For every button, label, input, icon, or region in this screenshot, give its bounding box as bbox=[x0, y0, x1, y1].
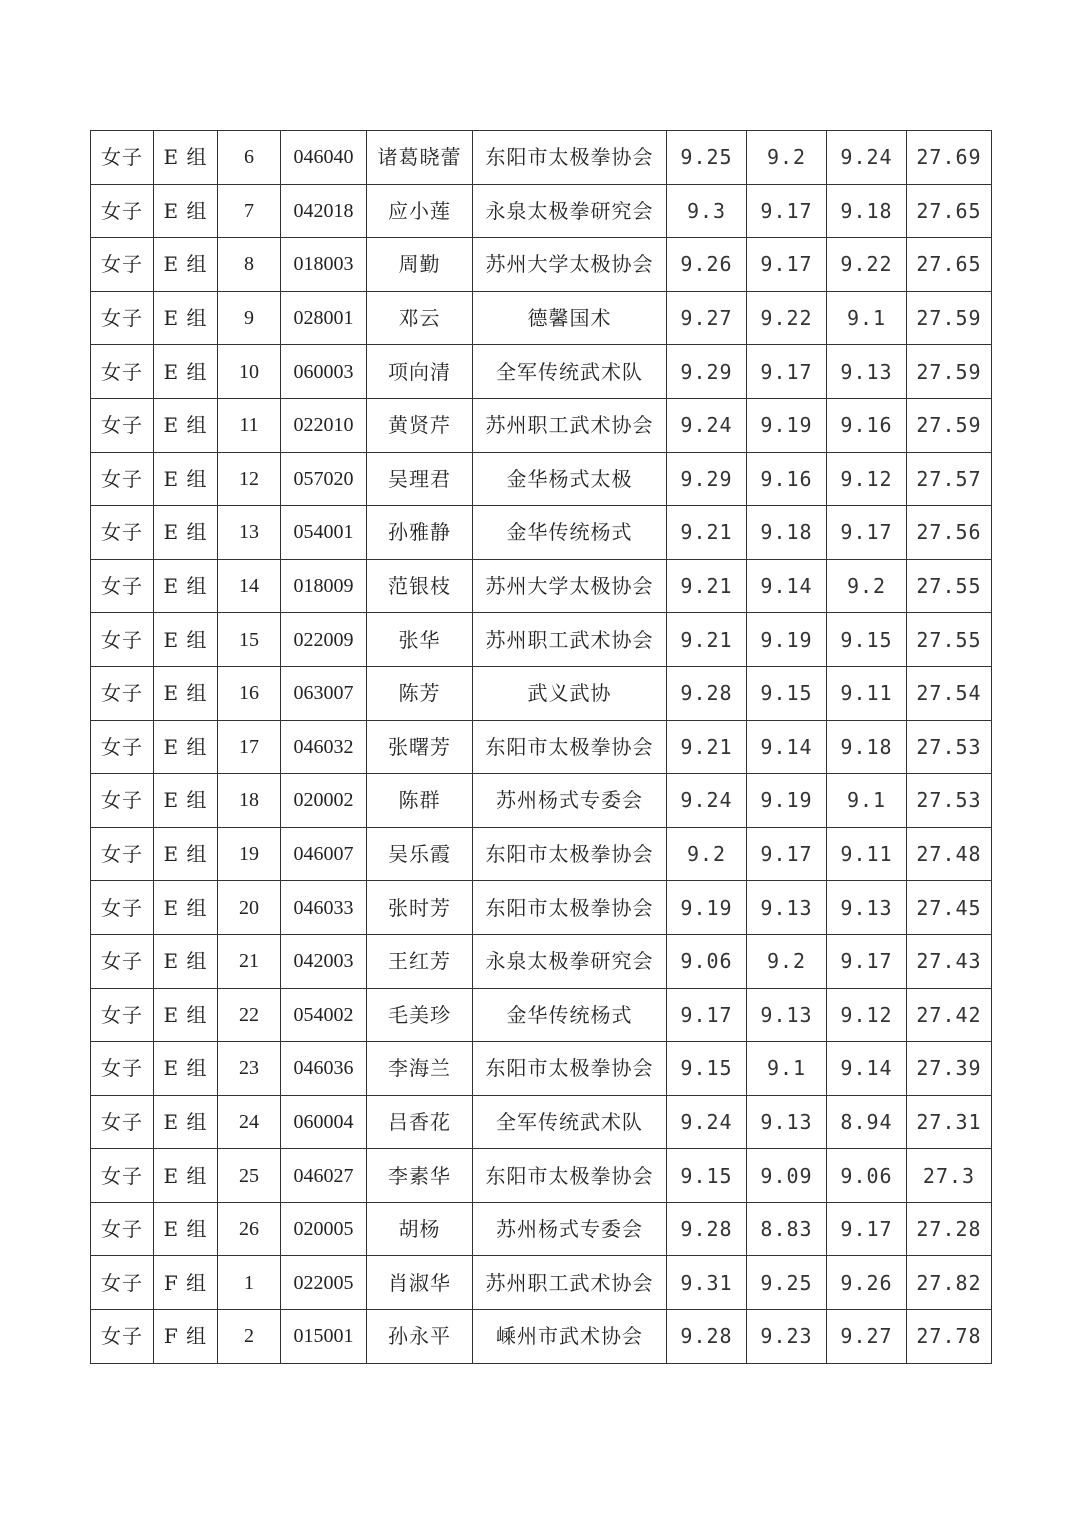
bib-number-cell: 022009 bbox=[281, 613, 367, 667]
gender-cell: 女子 bbox=[91, 345, 154, 399]
judge-score-3-cell: 9.2 bbox=[827, 559, 907, 613]
athlete-name-cell: 吕香花 bbox=[367, 1095, 473, 1149]
total-score-cell: 27.78 bbox=[907, 1310, 992, 1364]
total-score-cell: 27.59 bbox=[907, 291, 992, 345]
rank-cell: 14 bbox=[218, 559, 281, 613]
group-cell: E 组 bbox=[154, 934, 218, 988]
total-score-cell: 27.53 bbox=[907, 720, 992, 774]
table-row bbox=[91, 291, 992, 345]
athlete-name-cell: 李素华 bbox=[367, 1149, 473, 1203]
judge-score-3-cell: 9.06 bbox=[827, 1149, 907, 1203]
judge-score-1-cell: 9.17 bbox=[667, 988, 747, 1042]
judge-score-3-cell: 9.17 bbox=[827, 934, 907, 988]
table-row bbox=[91, 774, 992, 828]
judge-score-1-cell: 9.21 bbox=[667, 506, 747, 560]
table-row bbox=[91, 184, 992, 238]
bib-number-cell: 054001 bbox=[281, 506, 367, 560]
judge-score-2-cell: 9.1 bbox=[747, 1042, 827, 1096]
rank-cell: 7 bbox=[218, 184, 281, 238]
team-cell: 东阳市太极拳协会 bbox=[473, 720, 667, 774]
judge-score-1-cell: 9.24 bbox=[667, 774, 747, 828]
judge-score-3-cell: 9.12 bbox=[827, 452, 907, 506]
table-row bbox=[91, 1095, 992, 1149]
judge-score-2-cell: 9.22 bbox=[747, 291, 827, 345]
athlete-name-cell: 陈群 bbox=[367, 774, 473, 828]
judge-score-3-cell: 9.13 bbox=[827, 345, 907, 399]
judge-score-1-cell: 9.21 bbox=[667, 559, 747, 613]
bib-number-cell: 015001 bbox=[281, 1310, 367, 1364]
total-score-cell: 27.57 bbox=[907, 452, 992, 506]
team-cell: 苏州职工武术协会 bbox=[473, 398, 667, 452]
gender-cell: 女子 bbox=[91, 934, 154, 988]
judge-score-3-cell: 9.16 bbox=[827, 398, 907, 452]
bib-number-cell: 060003 bbox=[281, 345, 367, 399]
athlete-name-cell: 邓云 bbox=[367, 291, 473, 345]
team-cell: 武义武协 bbox=[473, 666, 667, 720]
bib-number-cell: 057020 bbox=[281, 452, 367, 506]
judge-score-1-cell: 9.27 bbox=[667, 291, 747, 345]
total-score-cell: 27.65 bbox=[907, 184, 992, 238]
bib-number-cell: 018009 bbox=[281, 559, 367, 613]
group-cell: E 组 bbox=[154, 613, 218, 667]
total-score-cell: 27.31 bbox=[907, 1095, 992, 1149]
group-cell: E 组 bbox=[154, 184, 218, 238]
athlete-name-cell: 周勤 bbox=[367, 238, 473, 292]
table-row bbox=[91, 345, 992, 399]
team-cell: 全军传统武术队 bbox=[473, 345, 667, 399]
gender-cell: 女子 bbox=[91, 184, 154, 238]
group-cell: E 组 bbox=[154, 827, 218, 881]
group-cell: E 组 bbox=[154, 881, 218, 935]
athlete-name-cell: 陈芳 bbox=[367, 666, 473, 720]
table-row bbox=[91, 666, 992, 720]
judge-score-1-cell: 9.31 bbox=[667, 1256, 747, 1310]
judge-score-3-cell: 9.24 bbox=[827, 131, 907, 185]
team-cell: 东阳市太极拳协会 bbox=[473, 1149, 667, 1203]
athlete-name-cell: 王红芳 bbox=[367, 934, 473, 988]
group-cell: E 组 bbox=[154, 559, 218, 613]
rank-cell: 15 bbox=[218, 613, 281, 667]
rank-cell: 19 bbox=[218, 827, 281, 881]
team-cell: 苏州大学太极协会 bbox=[473, 238, 667, 292]
rank-cell: 8 bbox=[218, 238, 281, 292]
bib-number-cell: 028001 bbox=[281, 291, 367, 345]
total-score-cell: 27.42 bbox=[907, 988, 992, 1042]
judge-score-3-cell: 9.14 bbox=[827, 1042, 907, 1096]
rank-cell: 18 bbox=[218, 774, 281, 828]
judge-score-1-cell: 9.3 bbox=[667, 184, 747, 238]
judge-score-1-cell: 9.29 bbox=[667, 452, 747, 506]
judge-score-3-cell: 8.94 bbox=[827, 1095, 907, 1149]
gender-cell: 女子 bbox=[91, 613, 154, 667]
gender-cell: 女子 bbox=[91, 398, 154, 452]
group-cell: E 组 bbox=[154, 1202, 218, 1256]
judge-score-1-cell: 9.28 bbox=[667, 1202, 747, 1256]
judge-score-3-cell: 9.1 bbox=[827, 774, 907, 828]
judge-score-3-cell: 9.12 bbox=[827, 988, 907, 1042]
team-cell: 永泉太极拳研究会 bbox=[473, 934, 667, 988]
total-score-cell: 27.69 bbox=[907, 131, 992, 185]
group-cell: F 组 bbox=[154, 1256, 218, 1310]
judge-score-1-cell: 9.2 bbox=[667, 827, 747, 881]
total-score-cell: 27.3 bbox=[907, 1149, 992, 1203]
group-cell: E 组 bbox=[154, 452, 218, 506]
gender-cell: 女子 bbox=[91, 1149, 154, 1203]
bib-number-cell: 054002 bbox=[281, 988, 367, 1042]
group-cell: E 组 bbox=[154, 666, 218, 720]
rank-cell: 17 bbox=[218, 720, 281, 774]
gender-cell: 女子 bbox=[91, 1095, 154, 1149]
table-row bbox=[91, 1256, 992, 1310]
athlete-name-cell: 毛美珍 bbox=[367, 988, 473, 1042]
bib-number-cell: 042003 bbox=[281, 934, 367, 988]
athlete-name-cell: 应小莲 bbox=[367, 184, 473, 238]
rank-cell: 6 bbox=[218, 131, 281, 185]
total-score-cell: 27.43 bbox=[907, 934, 992, 988]
bib-number-cell: 060004 bbox=[281, 1095, 367, 1149]
athlete-name-cell: 张曙芳 bbox=[367, 720, 473, 774]
table-row bbox=[91, 613, 992, 667]
table-row bbox=[91, 1202, 992, 1256]
total-score-cell: 27.65 bbox=[907, 238, 992, 292]
group-cell: E 组 bbox=[154, 988, 218, 1042]
judge-score-1-cell: 9.25 bbox=[667, 131, 747, 185]
rank-cell: 22 bbox=[218, 988, 281, 1042]
gender-cell: 女子 bbox=[91, 827, 154, 881]
judge-score-3-cell: 9.27 bbox=[827, 1310, 907, 1364]
judge-score-3-cell: 9.13 bbox=[827, 881, 907, 935]
team-cell: 苏州杨式专委会 bbox=[473, 1202, 667, 1256]
gender-cell: 女子 bbox=[91, 291, 154, 345]
bib-number-cell: 046007 bbox=[281, 827, 367, 881]
athlete-name-cell: 胡杨 bbox=[367, 1202, 473, 1256]
athlete-name-cell: 黄贤芹 bbox=[367, 398, 473, 452]
judge-score-1-cell: 9.24 bbox=[667, 398, 747, 452]
group-cell: E 组 bbox=[154, 720, 218, 774]
rank-cell: 23 bbox=[218, 1042, 281, 1096]
table-row bbox=[91, 827, 992, 881]
athlete-name-cell: 诸葛晓蕾 bbox=[367, 131, 473, 185]
team-cell: 金华传统杨式 bbox=[473, 506, 667, 560]
judge-score-2-cell: 9.19 bbox=[747, 613, 827, 667]
bib-number-cell: 046040 bbox=[281, 131, 367, 185]
rank-cell: 16 bbox=[218, 666, 281, 720]
gender-cell: 女子 bbox=[91, 1256, 154, 1310]
judge-score-3-cell: 9.18 bbox=[827, 184, 907, 238]
team-cell: 苏州职工武术协会 bbox=[473, 613, 667, 667]
judge-score-2-cell: 8.83 bbox=[747, 1202, 827, 1256]
rank-cell: 12 bbox=[218, 452, 281, 506]
judge-score-1-cell: 9.28 bbox=[667, 1310, 747, 1364]
athlete-name-cell: 孙永平 bbox=[367, 1310, 473, 1364]
judge-score-2-cell: 9.17 bbox=[747, 827, 827, 881]
judge-score-1-cell: 9.28 bbox=[667, 666, 747, 720]
athlete-name-cell: 吴乐霞 bbox=[367, 827, 473, 881]
gender-cell: 女子 bbox=[91, 720, 154, 774]
team-cell: 苏州大学太极协会 bbox=[473, 559, 667, 613]
table-row bbox=[91, 1310, 992, 1364]
judge-score-2-cell: 9.2 bbox=[747, 934, 827, 988]
judge-score-2-cell: 9.16 bbox=[747, 452, 827, 506]
gender-cell: 女子 bbox=[91, 1202, 154, 1256]
team-cell: 全军传统武术队 bbox=[473, 1095, 667, 1149]
rank-cell: 13 bbox=[218, 506, 281, 560]
gender-cell: 女子 bbox=[91, 1042, 154, 1096]
total-score-cell: 27.82 bbox=[907, 1256, 992, 1310]
group-cell: E 组 bbox=[154, 1042, 218, 1096]
group-cell: E 组 bbox=[154, 506, 218, 560]
bib-number-cell: 018003 bbox=[281, 238, 367, 292]
table-row bbox=[91, 131, 992, 185]
team-cell: 东阳市太极拳协会 bbox=[473, 827, 667, 881]
gender-cell: 女子 bbox=[91, 881, 154, 935]
group-cell: E 组 bbox=[154, 1149, 218, 1203]
athlete-name-cell: 范银枝 bbox=[367, 559, 473, 613]
team-cell: 永泉太极拳研究会 bbox=[473, 184, 667, 238]
table-row bbox=[91, 559, 992, 613]
group-cell: E 组 bbox=[154, 398, 218, 452]
athlete-name-cell: 项向清 bbox=[367, 345, 473, 399]
rank-cell: 20 bbox=[218, 881, 281, 935]
gender-cell: 女子 bbox=[91, 988, 154, 1042]
bib-number-cell: 022010 bbox=[281, 398, 367, 452]
judge-score-2-cell: 9.19 bbox=[747, 398, 827, 452]
judge-score-3-cell: 9.11 bbox=[827, 666, 907, 720]
bib-number-cell: 046027 bbox=[281, 1149, 367, 1203]
judge-score-2-cell: 9.09 bbox=[747, 1149, 827, 1203]
judge-score-1-cell: 9.29 bbox=[667, 345, 747, 399]
group-cell: E 组 bbox=[154, 291, 218, 345]
judge-score-1-cell: 9.15 bbox=[667, 1149, 747, 1203]
judge-score-3-cell: 9.1 bbox=[827, 291, 907, 345]
athlete-name-cell: 肖淑华 bbox=[367, 1256, 473, 1310]
judge-score-2-cell: 9.17 bbox=[747, 238, 827, 292]
table-row bbox=[91, 238, 992, 292]
judge-score-2-cell: 9.14 bbox=[747, 720, 827, 774]
judge-score-2-cell: 9.17 bbox=[747, 345, 827, 399]
team-cell: 苏州职工武术协会 bbox=[473, 1256, 667, 1310]
judge-score-3-cell: 9.17 bbox=[827, 506, 907, 560]
rank-cell: 26 bbox=[218, 1202, 281, 1256]
rank-cell: 11 bbox=[218, 398, 281, 452]
total-score-cell: 27.55 bbox=[907, 559, 992, 613]
bib-number-cell: 046036 bbox=[281, 1042, 367, 1096]
athlete-name-cell: 张华 bbox=[367, 613, 473, 667]
gender-cell: 女子 bbox=[91, 666, 154, 720]
team-cell: 东阳市太极拳协会 bbox=[473, 1042, 667, 1096]
judge-score-3-cell: 9.18 bbox=[827, 720, 907, 774]
bib-number-cell: 022005 bbox=[281, 1256, 367, 1310]
total-score-cell: 27.54 bbox=[907, 666, 992, 720]
athlete-name-cell: 吴理君 bbox=[367, 452, 473, 506]
judge-score-2-cell: 9.13 bbox=[747, 1095, 827, 1149]
bib-number-cell: 042018 bbox=[281, 184, 367, 238]
total-score-cell: 27.45 bbox=[907, 881, 992, 935]
total-score-cell: 27.55 bbox=[907, 613, 992, 667]
judge-score-1-cell: 9.21 bbox=[667, 613, 747, 667]
results-table bbox=[90, 130, 992, 1364]
judge-score-3-cell: 9.17 bbox=[827, 1202, 907, 1256]
total-score-cell: 27.28 bbox=[907, 1202, 992, 1256]
gender-cell: 女子 bbox=[91, 131, 154, 185]
total-score-cell: 27.59 bbox=[907, 398, 992, 452]
judge-score-2-cell: 9.17 bbox=[747, 184, 827, 238]
judge-score-1-cell: 9.15 bbox=[667, 1042, 747, 1096]
group-cell: F 组 bbox=[154, 1310, 218, 1364]
judge-score-2-cell: 9.23 bbox=[747, 1310, 827, 1364]
judge-score-2-cell: 9.18 bbox=[747, 506, 827, 560]
gender-cell: 女子 bbox=[91, 774, 154, 828]
group-cell: E 组 bbox=[154, 238, 218, 292]
table-row bbox=[91, 881, 992, 935]
athlete-name-cell: 李海兰 bbox=[367, 1042, 473, 1096]
team-cell: 东阳市太极拳协会 bbox=[473, 881, 667, 935]
judge-score-3-cell: 9.11 bbox=[827, 827, 907, 881]
rank-cell: 1 bbox=[218, 1256, 281, 1310]
results-table-body bbox=[91, 131, 992, 1364]
gender-cell: 女子 bbox=[91, 1310, 154, 1364]
athlete-name-cell: 张时芳 bbox=[367, 881, 473, 935]
judge-score-1-cell: 9.06 bbox=[667, 934, 747, 988]
gender-cell: 女子 bbox=[91, 559, 154, 613]
judge-score-2-cell: 9.2 bbox=[747, 131, 827, 185]
gender-cell: 女子 bbox=[91, 452, 154, 506]
team-cell: 苏州杨式专委会 bbox=[473, 774, 667, 828]
bib-number-cell: 063007 bbox=[281, 666, 367, 720]
rank-cell: 25 bbox=[218, 1149, 281, 1203]
judge-score-2-cell: 9.15 bbox=[747, 666, 827, 720]
judge-score-1-cell: 9.21 bbox=[667, 720, 747, 774]
total-score-cell: 27.59 bbox=[907, 345, 992, 399]
table-row bbox=[91, 398, 992, 452]
judge-score-1-cell: 9.24 bbox=[667, 1095, 747, 1149]
bib-number-cell: 020005 bbox=[281, 1202, 367, 1256]
rank-cell: 24 bbox=[218, 1095, 281, 1149]
athlete-name-cell: 孙雅静 bbox=[367, 506, 473, 560]
judge-score-2-cell: 9.25 bbox=[747, 1256, 827, 1310]
table-row bbox=[91, 720, 992, 774]
judge-score-2-cell: 9.14 bbox=[747, 559, 827, 613]
group-cell: E 组 bbox=[154, 345, 218, 399]
group-cell: E 组 bbox=[154, 774, 218, 828]
team-cell: 金华传统杨式 bbox=[473, 988, 667, 1042]
table-row bbox=[91, 1042, 992, 1096]
group-cell: E 组 bbox=[154, 131, 218, 185]
table-row bbox=[91, 452, 992, 506]
table-row bbox=[91, 934, 992, 988]
rank-cell: 2 bbox=[218, 1310, 281, 1364]
rank-cell: 9 bbox=[218, 291, 281, 345]
judge-score-2-cell: 9.13 bbox=[747, 988, 827, 1042]
bib-number-cell: 020002 bbox=[281, 774, 367, 828]
total-score-cell: 27.39 bbox=[907, 1042, 992, 1096]
table-row bbox=[91, 506, 992, 560]
total-score-cell: 27.48 bbox=[907, 827, 992, 881]
rank-cell: 21 bbox=[218, 934, 281, 988]
team-cell: 东阳市太极拳协会 bbox=[473, 131, 667, 185]
group-cell: E 组 bbox=[154, 1095, 218, 1149]
rank-cell: 10 bbox=[218, 345, 281, 399]
bib-number-cell: 046033 bbox=[281, 881, 367, 935]
team-cell: 嵊州市武术协会 bbox=[473, 1310, 667, 1364]
judge-score-3-cell: 9.26 bbox=[827, 1256, 907, 1310]
total-score-cell: 27.56 bbox=[907, 506, 992, 560]
team-cell: 金华杨式太极 bbox=[473, 452, 667, 506]
judge-score-3-cell: 9.22 bbox=[827, 238, 907, 292]
total-score-cell: 27.53 bbox=[907, 774, 992, 828]
judge-score-3-cell: 9.15 bbox=[827, 613, 907, 667]
gender-cell: 女子 bbox=[91, 506, 154, 560]
judge-score-1-cell: 9.19 bbox=[667, 881, 747, 935]
table-row bbox=[91, 988, 992, 1042]
judge-score-1-cell: 9.26 bbox=[667, 238, 747, 292]
judge-score-2-cell: 9.13 bbox=[747, 881, 827, 935]
team-cell: 德馨国术 bbox=[473, 291, 667, 345]
judge-score-2-cell: 9.19 bbox=[747, 774, 827, 828]
table-row bbox=[91, 1149, 992, 1203]
gender-cell: 女子 bbox=[91, 238, 154, 292]
bib-number-cell: 046032 bbox=[281, 720, 367, 774]
